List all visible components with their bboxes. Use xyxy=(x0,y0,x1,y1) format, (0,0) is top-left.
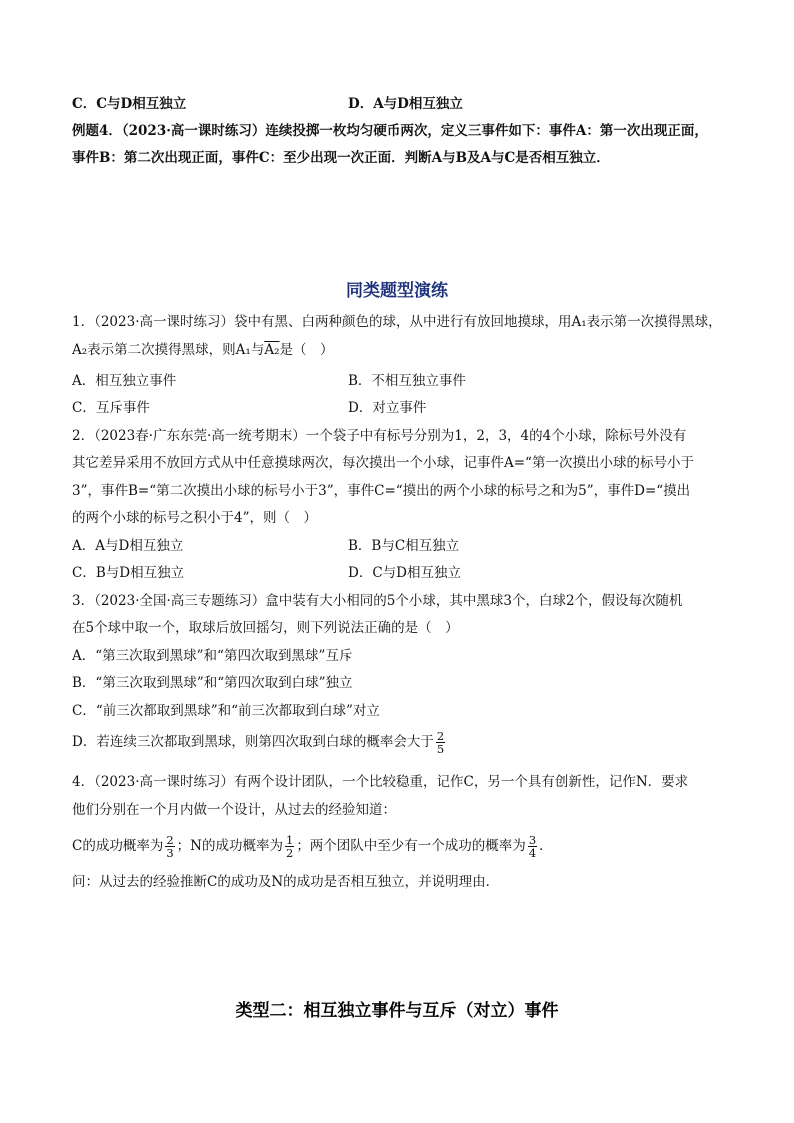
q1-line2-pre: A₂表示第二次摸得黑球，则A₁与 xyxy=(72,342,265,358)
q1-line2 xyxy=(72,340,334,360)
q1-line1: 1．（2023·高一课时练习）袋中有黑、白两种颜色的球，从中进行有放回地摸球，用A₁表示第一次摸得黑球， xyxy=(72,314,722,330)
q2-option-d: D．C与D相互独立 xyxy=(348,565,461,581)
q4-line3-d: ． xyxy=(539,838,553,854)
q3-option-c: C．“前三次都取到黑球”和“前三次都取到白球”对立 xyxy=(72,703,380,719)
example4-line2: 事件B：第二次出现正面，事件C：至少出现一次正面．判断A与B及A与C是否相互独立． xyxy=(72,150,610,166)
q4-line3-c: ；两个团队中至少有一个成功的概率为 xyxy=(296,838,526,854)
q3-option-a: A．“第三次取到黑球”和“第四次取到黑球”互斥 xyxy=(72,648,353,664)
section-title-type2: 类型二：相互独立事件与互斥（对立）事件 xyxy=(235,1001,559,1021)
q4-f3-num: 3 xyxy=(528,833,537,847)
q4-f2-den: 2 xyxy=(285,846,294,860)
q1-line2-post: 是（ ） xyxy=(279,342,334,358)
top-option-c: C．C与D相互独立 xyxy=(72,96,187,112)
q2-option-c: C．B与D相互独立 xyxy=(72,565,185,581)
q4-fraction-1 xyxy=(165,834,174,859)
example4-line1: 例题4．（2023·高一课时练习）连续投掷一枚均匀硬币两次，定义三事件如下：事件A：第一次出现正面， xyxy=(72,123,708,139)
q2-option-b: B．B与C相互独立 xyxy=(348,538,460,554)
q3-option-b: B．“第三次取到黑球”和“第四次取到白球”独立 xyxy=(72,675,353,691)
q4-line3-a: C的成功概率为 xyxy=(72,838,164,854)
q3-option-d-text: D．若连续三次都取到黑球，则第四次取到白球的概率会大于 xyxy=(72,734,434,750)
q4-f3-den: 4 xyxy=(528,846,537,860)
q1-option-b: B．不相互独立事件 xyxy=(348,373,466,389)
q2-line2: 其它差异采用不放回方式从中任意摸球两次，每次摸出一个小球，记事件A=“第一次摸出小球的标号小于 xyxy=(72,455,694,471)
q2-line3: 3”，事件B=“第二次摸出小球的标号小于3”，事件C=“摸出的两个小球的标号之和为5”，事件D=“摸出 xyxy=(72,483,691,499)
q4-line1: 4．（2023·高一课时练习）有两个设计团队，一个比较稳重，记作C，另一个具有创新性，记作N．要求 xyxy=(72,774,689,790)
q1-line2-bar: A₂ xyxy=(264,342,280,358)
q2-option-a: A．A与D相互独立 xyxy=(72,538,184,554)
q3-fraction xyxy=(436,730,445,755)
q4-line2: 他们分别在一个月内做一个设计，从过去的经验知道： xyxy=(72,802,396,818)
q2-line1: 2．（2023春·广东东莞·高一统考期末）一个袋子中有标号分别为1，2，3，4的4个小球，除标号外没有 xyxy=(72,428,687,444)
q4-fraction-3 xyxy=(528,834,537,859)
q3-line2: 在5个球中取一个，取球后放回摇匀，则下列说法正确的是（ ） xyxy=(72,620,459,636)
q4-line3 xyxy=(72,834,553,859)
q2-line4: 的两个小球的标号之积小于4”，则（ ） xyxy=(72,510,317,526)
q1-option-c: C．互斥事件 xyxy=(72,400,150,416)
q3-line1: 3．（2023·全国·高三专题练习）盒中装有大小相同的5个小球，其中黑球3个，白球2个，假设每次随机 xyxy=(72,593,683,609)
q3-option-d xyxy=(72,730,447,755)
q4-f1-num: 2 xyxy=(166,833,174,847)
q1-option-d: D．对立事件 xyxy=(348,400,427,416)
q3-frac-num: 2 xyxy=(436,729,445,743)
q4-line4: 问：从过去的经验推断C的成功及N的成功是否相互独立，并说明理由． xyxy=(72,874,500,890)
section-title-practice: 同类题型演练 xyxy=(346,281,448,301)
q4-f2-num: 1 xyxy=(285,833,294,847)
q4-fraction-2 xyxy=(285,834,294,859)
q1-option-a: A．相互独立事件 xyxy=(72,373,177,389)
q3-frac-den: 5 xyxy=(436,742,445,756)
q4-f1-den: 3 xyxy=(166,846,174,860)
q4-line3-b: ；N的成功概率为 xyxy=(176,838,283,854)
top-option-d: D．A与D相互独立 xyxy=(348,96,463,112)
